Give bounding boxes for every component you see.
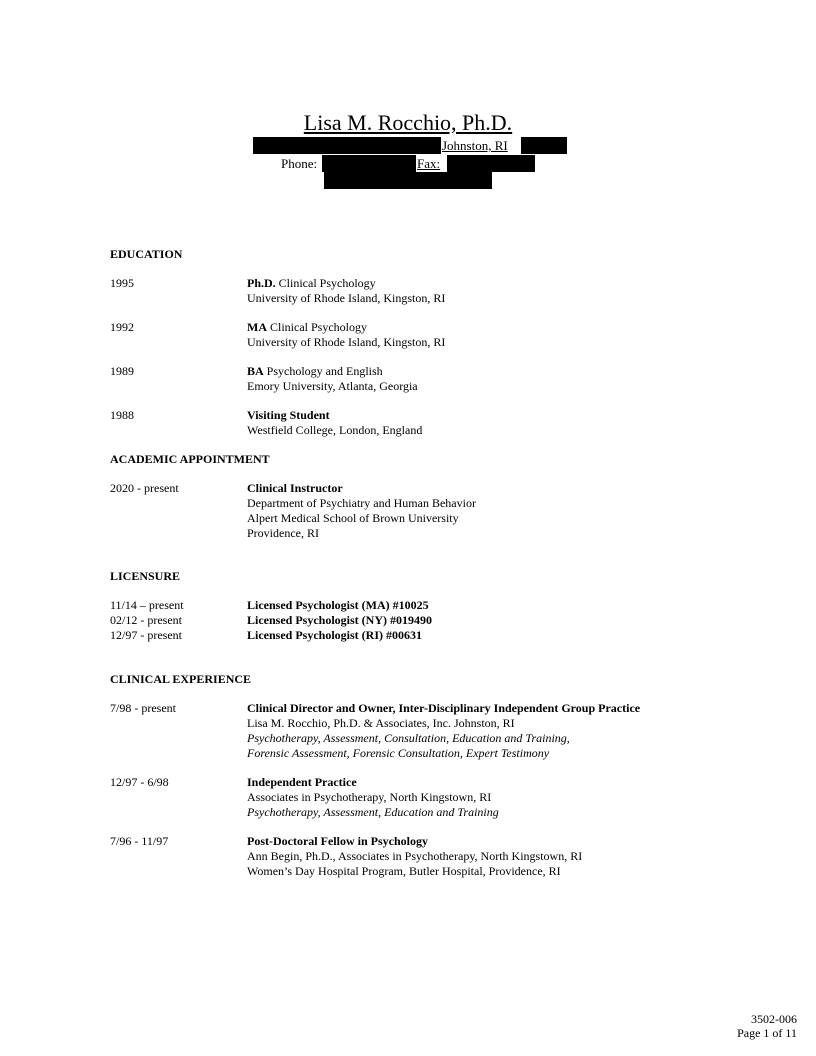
edu-degree	[247, 276, 376, 292]
license: Licensed Psychologist (NY) #019490	[247, 613, 432, 627]
license-date: 02/12 - present	[110, 613, 182, 627]
job-line: Associates in Psychotherapy, North Kingstown, RI	[247, 790, 492, 804]
job-line: Women’s Day Hospital Program, Butler Hospital, Providence, RI	[247, 864, 561, 878]
appt-title: Clinical Instructor	[247, 481, 343, 495]
field: Clinical Psychology	[267, 320, 367, 334]
doc-id: 3502-006	[751, 1012, 797, 1026]
edu-year: 1992	[110, 320, 134, 334]
job-date: 12/97 - 6/98	[110, 775, 169, 789]
fax-label: Fax:	[417, 156, 441, 171]
degree: BA	[247, 364, 264, 378]
redaction	[322, 155, 416, 172]
license-date: 12/97 - present	[110, 628, 182, 642]
section-heading: CLINICAL EXPERIENCE	[110, 672, 252, 686]
section-heading: EDUCATION	[110, 247, 183, 261]
appt-date: 2020 - present	[110, 481, 179, 495]
job-title: Post-Doctoral Fellow in Psychology	[247, 834, 428, 848]
job-line: Lisa M. Rocchio, Ph.D. & Associates, Inc. Johnston, RI	[247, 716, 515, 730]
job-title: Clinical Director and Owner, Inter-Disciplinary Independent Group Practice	[247, 701, 641, 715]
section-heading: ACADEMIC APPOINTMENT	[110, 452, 270, 466]
license: Licensed Psychologist (MA) #10025	[247, 598, 429, 612]
edu-year: 1989	[110, 364, 134, 378]
appt-line: Department of Psychiatry and Human Behavior	[247, 496, 476, 510]
field: Clinical Psychology	[275, 276, 376, 290]
city: Johnston, RI	[442, 138, 508, 153]
degree: Ph.D.	[247, 276, 276, 290]
job-duties: Psychotherapy, Assessment, Consultation, Education and Training,	[247, 731, 570, 745]
edu-degree	[247, 364, 383, 380]
license-date: 11/14 – present	[110, 598, 184, 612]
page-number: Page 1 of 11	[737, 1026, 797, 1040]
appt-line: Alpert Medical School of Brown University	[247, 511, 459, 525]
edu-degree	[247, 320, 367, 336]
edu-degree: Visiting Student	[247, 408, 330, 422]
edu-school: Westfield College, London, England	[247, 423, 423, 437]
page-title: Lisa M. Rocchio, Ph.D.	[303, 110, 513, 135]
job-duties: Psychotherapy, Assessment, Education and Training	[247, 805, 499, 819]
redaction	[324, 172, 492, 189]
phone-label: Phone:	[281, 156, 318, 171]
license: Licensed Psychologist (RI) #00631	[247, 628, 422, 642]
redaction	[253, 137, 441, 154]
appt-line: Providence, RI	[247, 526, 319, 540]
job-date: 7/98 - present	[110, 701, 176, 715]
edu-school: Emory University, Atlanta, Georgia	[247, 379, 418, 393]
edu-school: University of Rhode Island, Kingston, RI	[247, 291, 446, 305]
job-line: Ann Begin, Ph.D., Associates in Psychotherapy, North Kingstown, RI	[247, 849, 583, 863]
redaction	[447, 155, 535, 172]
degree: MA	[247, 320, 267, 334]
edu-year: 1995	[110, 276, 134, 290]
edu-year: 1988	[110, 408, 134, 422]
field: Psychology and English	[263, 364, 383, 378]
job-duties: Forensic Assessment, Forensic Consultation, Expert Testimony	[247, 746, 550, 760]
redaction	[521, 137, 567, 154]
job-date: 7/96 - 11/97	[110, 834, 169, 848]
section-heading: LICENSURE	[110, 569, 181, 583]
job-title: Independent Practice	[247, 775, 357, 789]
edu-school: University of Rhode Island, Kingston, RI	[247, 335, 446, 349]
